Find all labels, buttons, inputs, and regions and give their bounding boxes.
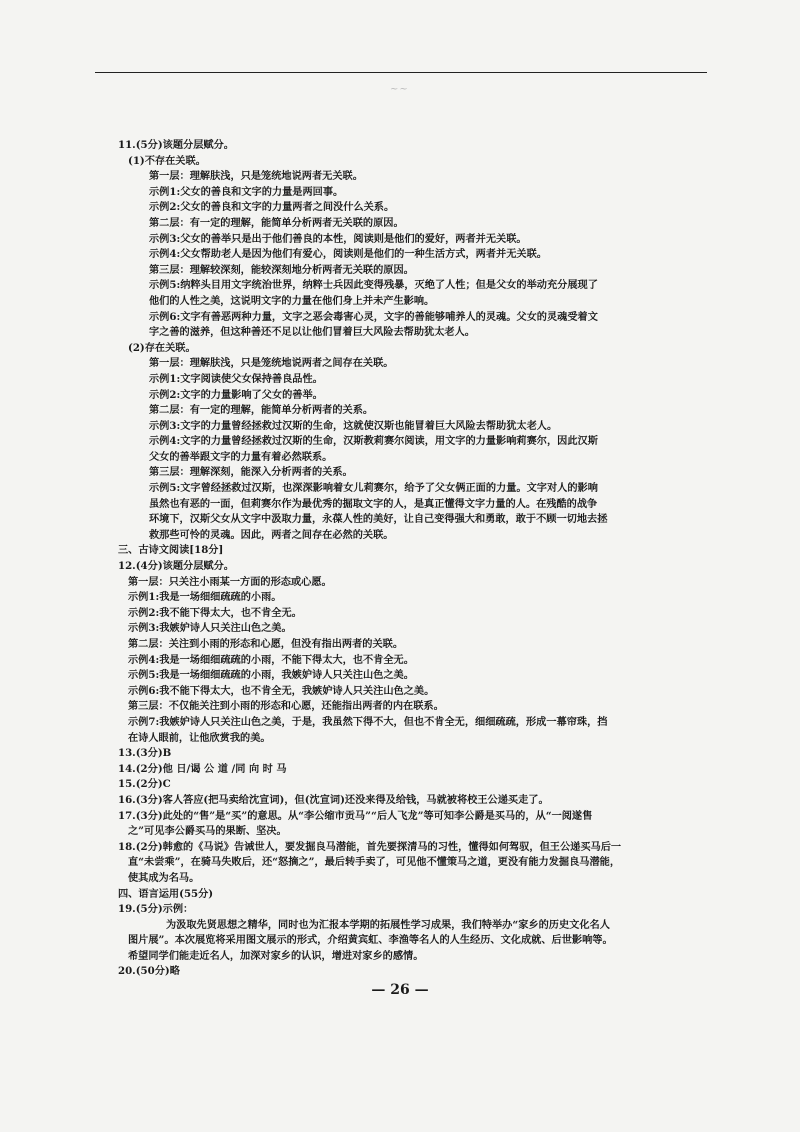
text-line: 示例3:文字的力量曾经拯救过汉斯的生命，这就使汉斯也能冒着巨大风险去帮助犹太老人。	[149, 419, 558, 432]
text-line: 18.(2分)韩愈的《马说》告诫世人，要发掘良马潜能，首先要探清马的习性，懂得如何驾驭，但王公递买马后一	[118, 840, 622, 853]
text-line: 救那些可怜的灵魂。因此，两者之间存在必然的关联。	[149, 528, 394, 541]
text-line: 13.(3分)B	[118, 747, 172, 760]
text-line: 示例6:我不能下得太大，也不肯全无，我嫉妒诗人只关注山色之美。	[128, 684, 435, 697]
page-number: — 26 —	[371, 982, 429, 998]
text-line: 示例1:文字阅读使父女保持善良品性。	[149, 372, 323, 385]
text-line: 直“未尝乘”，在骑马失败后，还“怒摘之”，最后转手卖了，可见他不懂策马之道，更没有能力发掘良马潜能，	[128, 856, 621, 869]
text-line: 第三层：理解较深刻，能较深刻地分析两者无关联的原因。	[149, 263, 414, 276]
text-line: 示例5:纳粹头目用文字统治世界，纳粹士兵因此变得残暴，灭绝了人性；但是父女的举动充分展现了	[149, 279, 598, 292]
text-line: 示例4:父女帮助老人是因为他们有爱心，阅读则是他们的一种生活方式，两者并无关联。	[149, 248, 547, 261]
text-line: 第三层：理解深刻，能深入分析两者的关系。	[149, 466, 353, 479]
text-line: 父女的善举跟文字的力量有着必然联系。	[149, 450, 333, 463]
answer-key-body	[118, 138, 700, 980]
text-line: 12.(4分)该题分层赋分。	[118, 560, 234, 573]
text-line: 14.(2分)他 日/谒 公 道 /同 向 时 马	[118, 762, 287, 775]
text-line: 15.(2分)C	[118, 778, 171, 791]
text-line: 示例1:父女的善良和文字的力量是两回事。	[149, 185, 344, 198]
text-line: 示例3:我嫉妒诗人只关注山色之美。	[128, 622, 292, 635]
text-line: 第二层：有一定的理解，能简单分析两者的关系。	[149, 404, 374, 417]
text-line: 第一层：理解肤浅，只是笼统地说两者之间存在关联。	[149, 357, 394, 370]
text-line: 三、古诗文阅读[18分]	[118, 544, 224, 557]
text-line: 第三层：不仅能关注到小雨的形态和心愿，还能指出两者的内在联系。	[128, 700, 444, 713]
text-line: 四、语言运用(55分)	[118, 887, 214, 900]
text-line: 第二层：关注到小雨的形态和心愿，但没有指出两者的关联。	[128, 638, 404, 650]
text-line: 示例2:文字的力量影响了父女的善举。	[149, 388, 323, 401]
text-line: 环境下，汉斯父女从文字中汲取力量，永葆人性的美好，让自己变得强大和勇敢，敢于不顾一切地去拯	[149, 513, 608, 526]
text-line: 示例2:父女的善良和文字的力量两者之间没什么关系。	[149, 201, 395, 214]
text-line: 为汲取先贤思想之精华，同时也为汇报本学期的拓展性学习成果，我们特举办“家乡的历史文化名人	[166, 918, 610, 931]
text-line: 第一层：只关注小雨某一方面的形态或心愿。	[128, 575, 332, 588]
text-line: 虽然也有恶的一面，但莉赛尔作为最优秀的掘取文字的人，是真正懂得文字力量的人。在残酷的战争	[149, 497, 598, 510]
text-line: 之”可见李公爵买马的果断、坚决。	[128, 825, 287, 838]
text-line: 示例7:我嫉妒诗人只关注山色之美，于是，我虽然下得不大，但也不肯全无，细细疏疏，形成一幕帘珠，挡	[128, 715, 608, 728]
text-line: 19.(5分)示例：	[118, 903, 194, 916]
text-line: 11.(5分)该题分层赋分。	[118, 139, 234, 151]
text-line: 示例3:父女的善举只是出于他们善良的本性，阅读则是他们的爱好，两者并无关联。	[149, 232, 527, 245]
text-line: 16.(3分)客人答应(把马卖给沈宣词)，但(沈宣词)还没来得及给钱，马就被将校王公递买走了。	[118, 793, 549, 806]
text-line: 使其成为名马。	[128, 871, 200, 884]
text-line: 示例4:文字的力量曾经拯救过汉斯的生命，汉斯教莉赛尔阅读，用文字的力量影响莉赛尔，因此汉斯	[149, 435, 598, 448]
text-line: 示例6:文字有善恶两种力量，文字之恶会毒害心灵，文字的善能够哺养人的灵魂。父女的灵魂受着文	[149, 310, 598, 323]
text-line: 示例5:文字曾经拯救过汉斯，也深深影响着女儿莉赛尔，给予了父女俩正面的力量。文字对人的影响	[149, 482, 598, 495]
header-mark: ~~	[390, 84, 409, 95]
text-line: 在诗人眼前，让他欣赏我的美。	[128, 731, 271, 744]
text-line: 20.(50分)略	[118, 965, 180, 978]
text-line: 图片展”。本次展览将采用图文展示的形式，介绍黄宾虹、李渔等名人的人生经历、文化成就、后世影响等。	[128, 934, 613, 947]
text-line: 他们的人性之美，这说明文字的力量在他们身上并未产生影响。	[149, 294, 435, 307]
text-line: 17.(3分)此处的“售”是“买”的意思。从“李公缩市贡马”“后人飞龙”等可知李公爵是买马的，从“一阅遂售	[118, 809, 593, 822]
text-line: 示例1:我是一场细细疏疏的小雨。	[128, 591, 282, 604]
text-line: (2)存在关联。	[128, 341, 196, 354]
text-line: 示例4:我是一场细细疏疏的小雨，不能下得太大，也不肯全无。	[128, 653, 414, 666]
text-line: (1)不存在关联。	[128, 154, 206, 167]
text-line: 希望同学们能走近名人，加深对家乡的认识，增进对家乡的感情。	[128, 949, 424, 962]
text-line: 字之善的滋养，但这种善还不足以让他们冒着巨大风险去帮助犹太老人。	[149, 326, 475, 339]
header-rule	[95, 72, 707, 73]
text-line: 示例5:我是一场细细疏疏的小雨，我嫉妒诗人只关注山色之美。	[128, 669, 414, 682]
text-line: 第一层：理解肤浅，只是笼统地说两者无关联。	[149, 170, 363, 183]
text-line: 示例2:我不能下得太大，也不肯全无。	[128, 606, 302, 619]
text-line: 第二层：有一定的理解，能简单分析两者无关联的原因。	[149, 216, 404, 229]
